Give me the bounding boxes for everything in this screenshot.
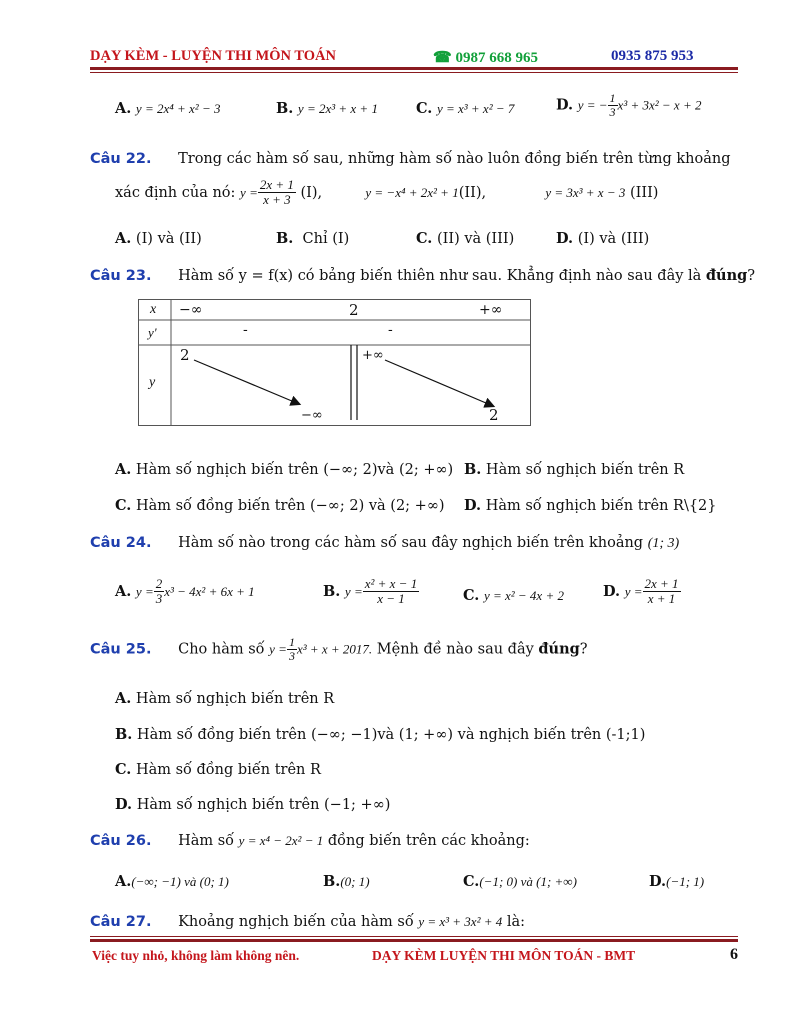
q26-option-b: B.(0; 1) — [323, 873, 370, 890]
table-x-left: −∞ — [179, 302, 203, 318]
q23-option-a: A. Hàm số nghịch biến trên (−∞; 2)và (2; +∞) — [115, 461, 454, 478]
phone-icon: ☎ — [433, 50, 452, 66]
q22-option-c: C. (II) và (III) — [416, 230, 515, 247]
header-rule-thick — [90, 67, 738, 70]
header-title: DẠY KÈM - LUYỆN THI MÔN TOÁN — [90, 48, 336, 64]
q24-option-c: C. y = x² − 4x + 2 — [463, 587, 564, 604]
q26-option-a: A.(−∞; −1) và (0; 1) — [115, 873, 229, 890]
variation-table — [138, 299, 531, 426]
q23-option-c: C. Hàm số đồng biến trên (−∞; 2) và (2; +∞) — [115, 497, 445, 514]
q24-option-b: B. y = $\frac{\text{x² + x − 1}}{x - 1}$ — [323, 576, 418, 607]
footer-rule-thick — [90, 939, 738, 942]
q24-stem: Câu 24. Hàm số nào trong các hàm số sau đây nghịch biến trên khoảng (1; 3) — [90, 535, 680, 551]
q21-option-d: D. y = − $\frac{1}{3}$ x³ + 3x² − x + 2 — [556, 91, 702, 120]
q27-stem: Câu 27. Khoảng nghịch biến của hàm số y = x³ + 3x² + 4 là: — [90, 914, 526, 930]
header-phone-2: 0935 875 953 — [611, 48, 694, 64]
page-header — [90, 46, 738, 68]
q24-option-a: A. y = $\frac{2}{3}$ x³ − 4x² + 6x + 1 — [115, 576, 255, 607]
table-row-y-label: y — [149, 375, 156, 390]
q23-option-d: D. Hàm số nghịch biến trên R\{2} — [464, 497, 717, 514]
page-footer — [90, 946, 738, 968]
q26-label: Câu 26. — [90, 833, 152, 849]
q22-label: Câu 22. — [90, 151, 152, 167]
q22-stem: Câu 22. Trong các hàm số sau, những hàm số nào luôn đồng biến trên từng khoảng — [90, 151, 731, 167]
q25-option-c: C. Hàm số đồng biến trên R — [115, 761, 321, 778]
footer-motto: Việc tuy nhỏ, không làm không nên. — [92, 948, 300, 963]
q21-option-a: A. y = 2x⁴ + x² − 3 — [115, 100, 221, 117]
table-x-right: +∞ — [479, 302, 503, 318]
table-y-end: 2 — [489, 406, 499, 424]
q21-option-c: C. y = x³ + x² − 7 — [416, 100, 515, 117]
page-number: 6 — [730, 946, 738, 963]
table-y-end-left: −∞ — [301, 408, 323, 423]
header-rule-thin — [90, 72, 738, 73]
table-y-start-right: +∞ — [362, 348, 384, 363]
q22-option-a: A. (I) và (II) — [115, 230, 202, 247]
header-phone-1: ☎ 0987 668 965 — [433, 50, 538, 66]
q25-option-a: A. Hàm số nghịch biến trên R — [115, 690, 335, 707]
q26-option-c: C.(−1; 0) và (1; +∞) — [463, 873, 577, 890]
table-yprime-left-sign: - — [243, 322, 248, 338]
table-yprime-right-sign: - — [388, 322, 393, 338]
q22-option-b: B. Chỉ (I) — [276, 230, 350, 247]
q23-label: Câu 23. — [90, 268, 152, 284]
q27-label: Câu 27. — [90, 914, 152, 930]
q23-stem: Câu 23. Hàm số y = f(x) có bảng biến thiên như sau. Khẳng định nào sau đây là đúng? — [90, 267, 756, 284]
variation-table-lines — [139, 300, 530, 425]
q23-option-b: B. Hàm số nghịch biến trên R — [464, 461, 685, 478]
q21-option-b: B. y = 2x³ + x + 1 — [276, 100, 378, 117]
q25-option-b: B. Hàm số đồng biến trên (−∞; −1)và (1; +∞) và nghịch biến trên (-1;1) — [115, 726, 646, 743]
footer-rule-thin — [90, 936, 738, 937]
q22-option-d: D. (I) và (III) — [556, 230, 650, 247]
table-x-mid: 2 — [349, 301, 359, 319]
q24-label: Câu 24. — [90, 535, 152, 551]
decreasing-arrow-right — [385, 360, 493, 406]
q26-option-d: D.(−1; 1) — [649, 873, 705, 890]
table-row-yprime-label: y' — [148, 325, 157, 340]
decreasing-arrow-left — [194, 360, 299, 404]
q25-option-d: D. Hàm số nghịch biến trên (−1; +∞) — [115, 796, 391, 813]
q25-stem: Câu 25. Cho hàm số y = $\frac{1}{3}$ x³ + x + 2017. Mệnh đề nào sau đây đúng? — [90, 635, 588, 664]
table-y-start: 2 — [180, 346, 190, 364]
q25-label: Câu 25. — [90, 641, 152, 658]
table-row-x-label: x — [150, 302, 157, 317]
footer-brand: DẠY KÈM LUYỆN THI MÔN TOÁN - BMT — [372, 948, 636, 963]
q22-functions: xác định của nó: y = $\frac{2x + 1}{x + 3}$ (I), y = −x⁴ + 2x² + 1(II), y = 3x³ + x − 3 (III) — [115, 177, 659, 208]
q26-stem: Câu 26. Hàm số y = x⁴ − 2x² − 1 đồng biến trên các khoảng: — [90, 833, 530, 849]
q24-option-d: D. y = $\frac{2x + 1}{x + 1}$ — [603, 576, 679, 607]
